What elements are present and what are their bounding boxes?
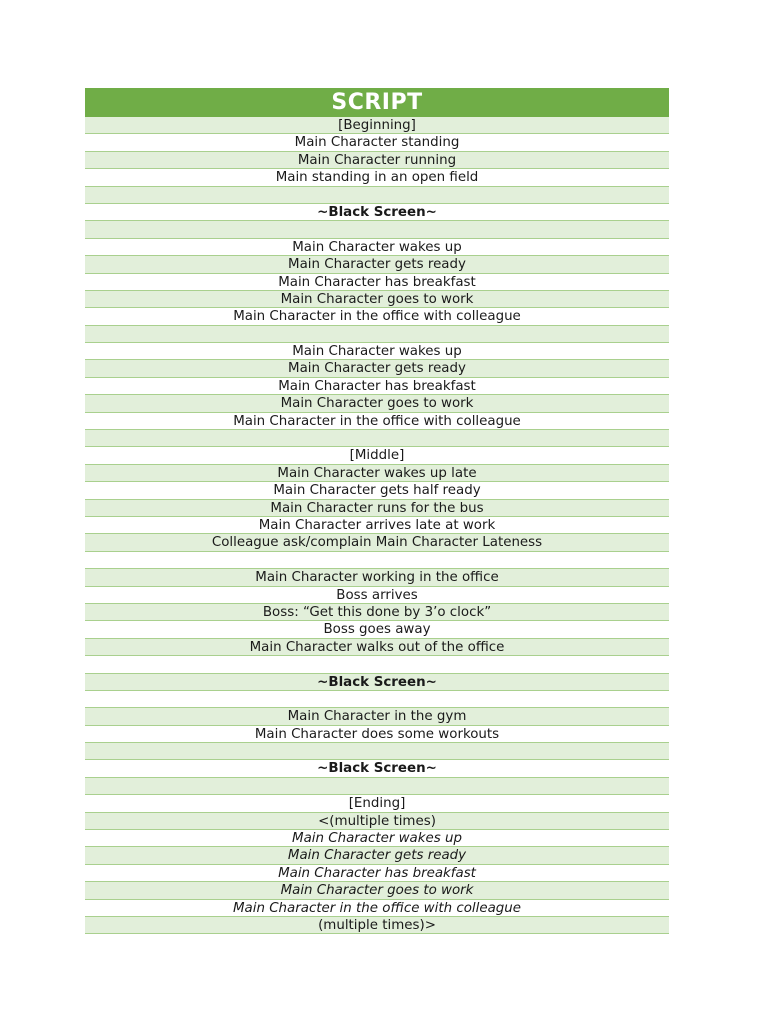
script-line: Main Character has breakfast	[85, 865, 669, 882]
script-line: Boss goes away	[85, 621, 669, 638]
script-line: Main Character has breakfast	[85, 378, 669, 395]
script-line: (multiple times)>	[85, 917, 669, 934]
empty-row	[85, 743, 669, 760]
script-line: [Beginning]	[85, 117, 669, 134]
script-line: Main Character wakes up	[85, 239, 669, 256]
script-line: Main Character in the office with colleague	[85, 900, 669, 917]
script-line: [Ending]	[85, 795, 669, 812]
script-title: SCRIPT	[85, 88, 669, 117]
script-line: ~Black Screen~	[85, 204, 669, 221]
script-line: Main Character goes to work	[85, 882, 669, 899]
empty-row	[85, 778, 669, 795]
empty-row	[85, 656, 669, 673]
script-line: Main Character goes to work	[85, 395, 669, 412]
script-line: Boss arrives	[85, 587, 669, 604]
script-line: Colleague ask/complain Main Character Lateness	[85, 534, 669, 551]
empty-row	[85, 187, 669, 204]
script-line: Boss: “Get this done by 3’o clock”	[85, 604, 669, 621]
script-line: Main Character walks out of the office	[85, 639, 669, 656]
empty-row	[85, 221, 669, 238]
script-line: Main Character working in the office	[85, 569, 669, 586]
script-line: Main Character gets ready	[85, 847, 669, 864]
script-line: ~Black Screen~	[85, 674, 669, 691]
script-line: Main Character standing	[85, 134, 669, 151]
script-line: [Middle]	[85, 447, 669, 464]
script-line: Main Character in the office with colleague	[85, 413, 669, 430]
empty-row	[85, 430, 669, 447]
script-line: Main Character in the gym	[85, 708, 669, 725]
script-line: Main Character has breakfast	[85, 274, 669, 291]
script-rows	[85, 117, 669, 934]
script-line: Main Character wakes up	[85, 343, 669, 360]
empty-row	[85, 326, 669, 343]
script-line: Main Character runs for the bus	[85, 500, 669, 517]
script-line: Main Character does some workouts	[85, 726, 669, 743]
script-line: Main Character arrives late at work	[85, 517, 669, 534]
script-line: Main Character gets half ready	[85, 482, 669, 499]
script-line: Main Character gets ready	[85, 256, 669, 273]
script-line: Main Character running	[85, 152, 669, 169]
script-line: Main Character in the office with colleague	[85, 308, 669, 325]
script-line: Main Character goes to work	[85, 291, 669, 308]
empty-row	[85, 552, 669, 569]
script-line: <(multiple times)	[85, 813, 669, 830]
script-line: Main Character wakes up	[85, 830, 669, 847]
empty-row	[85, 691, 669, 708]
script-line: Main Character gets ready	[85, 360, 669, 377]
script-line: Main Character wakes up late	[85, 465, 669, 482]
script-line: ~Black Screen~	[85, 760, 669, 777]
script-table	[85, 88, 669, 934]
script-line: Main standing in an open field	[85, 169, 669, 186]
